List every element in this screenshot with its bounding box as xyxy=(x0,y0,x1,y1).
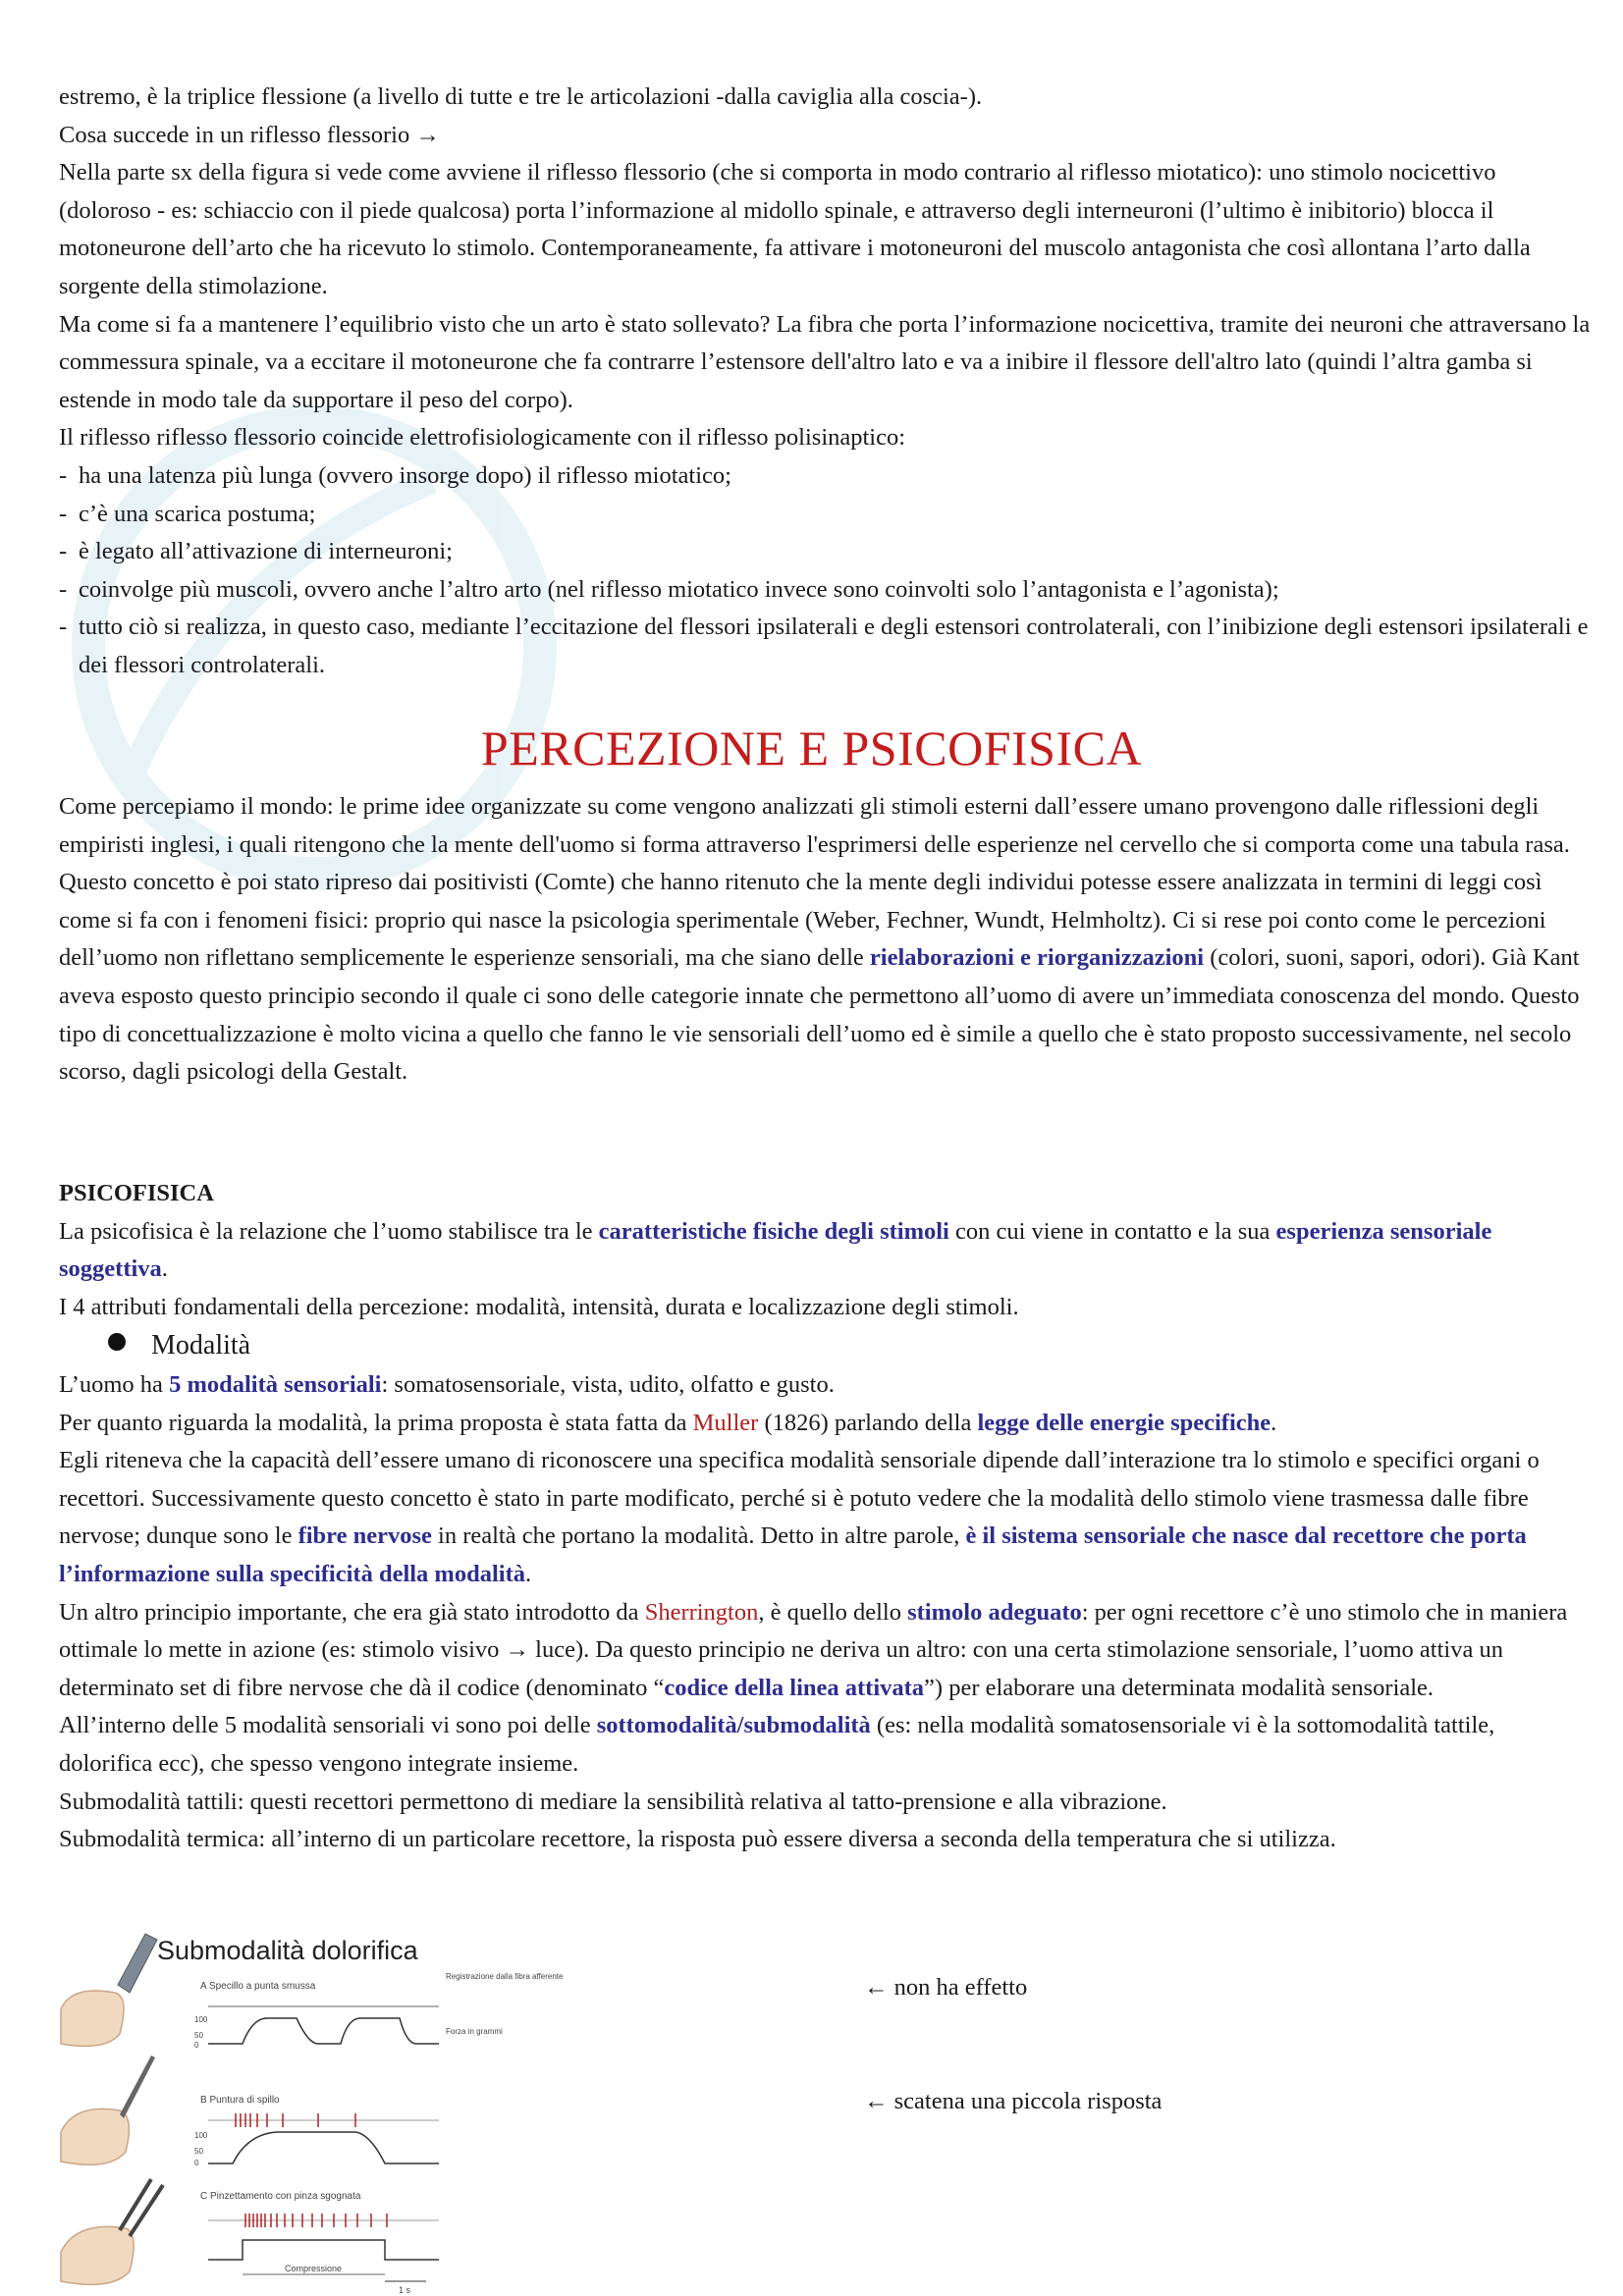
paragraph: La psicofisica è la relazione che l’uomo stabilisce tra le caratteristiche fisiche degli stimoli con cui viene in contatto e la sua esperienza sensoriale soggettiva. xyxy=(59,1217,1492,1283)
list-item: - c’è una scarica postuma; xyxy=(59,500,316,527)
svg-text:0: 0 xyxy=(194,2159,199,2167)
modalita-text xyxy=(59,1366,1591,1859)
finger-icon xyxy=(61,2226,134,2284)
figure-note: ← non ha effetto xyxy=(864,1974,1028,2001)
paragraph: Submodalità tattili: questi recettori permettono di mediare la sensibilità relativa al tatto-prensione e alla vibrazione. xyxy=(59,1788,1167,1815)
paragraph: Submodalità termica: all’interno di un particolare recettore, la risposta può essere diversa a seconda della temperatura che si utilizza. xyxy=(59,1826,1336,1853)
force-label: Forza in grammi xyxy=(446,2027,503,2036)
list-item: - coinvolge più muscoli, ovvero anche l’altro arto (nel riflesso miotatico invece sono coinvolti solo l’antagonista e l’agonista); xyxy=(59,575,1279,603)
panel-a-label: A Specillo a punta smussa xyxy=(200,1981,316,1992)
submodality-figure xyxy=(61,1936,564,2296)
paragraph: Cosa succede in un riflesso flessorio → xyxy=(59,121,440,148)
dash-list xyxy=(59,457,1591,685)
list-item: - è legato all’attivazione di interneuroni; xyxy=(59,538,453,565)
compression-label: Compressione xyxy=(285,2264,343,2273)
figure-diagram xyxy=(61,1936,564,2296)
intro-text xyxy=(59,788,1591,1092)
forceps-icon xyxy=(120,2179,163,2236)
force-trace xyxy=(208,2240,439,2260)
bullet-item: Modalità xyxy=(108,1326,250,1365)
upper-text xyxy=(59,79,1591,685)
force-trace xyxy=(208,2132,439,2163)
pin-icon xyxy=(120,2056,155,2118)
paragraph: estremo, è la triplice flessione (a livello di tutte e tre le articolazioni -dalla caviglia alla coscia-). xyxy=(59,83,983,110)
tick-label: 0 xyxy=(194,2041,199,2050)
time-scale-label: 1 s xyxy=(399,2285,411,2295)
paragraph: L’uomo ha 5 modalità sensoriali: somatosensoriale, vista, udito, olfatto e gusto. xyxy=(59,1371,835,1398)
section-title: PERCEZIONE E PSICOFISICA xyxy=(480,721,1143,775)
bullet-icon xyxy=(108,1333,126,1351)
paragraph: Un altro principio importante, che era già stato introdotto da Sherrington, è quello dello stimolo adeguato: per ogni recettore c’è uno stimolo che in maniera ottimale lo mette in azione (es: stimolo visivo → luce). Da questo principio ne deriva un altro: con una certa stimolazione sensoriale, l’uomo attiva un determinato set di fibre nervose che dà il codice (denominato “codice della linea attivata”) per elaborare una determinata modalità sensoriale. xyxy=(59,1598,1568,1701)
paragraph: Nella parte sx della figura si vede come avviene il riflesso flessorio (che si comporta in modo contrario al riflesso miotatico): uno stimolo nocicettivo (doloroso - es: schiaccio con il piede qualcosa) porta l’informazione al midollo spinale, e attraverso degli interneuroni (l’ultimo è inibitorio) blocca il motoneurone dell’arto che ha ricevuto lo stimolo. Contemporaneamente, fa attivare i motoneuroni del muscolo antagonista che così allontana l’arto dalla sorgente della stimolazione. xyxy=(59,159,1531,299)
svg-text:100: 100 xyxy=(194,2131,208,2140)
subheading: PSICOFISICA xyxy=(59,1180,214,1206)
panel-b-label: B Puntura di spillo xyxy=(200,2095,280,2106)
finger-icon xyxy=(61,1991,124,2046)
figure-title: Submodalità dolorifica xyxy=(157,1936,418,1965)
force-trace xyxy=(208,2018,439,2044)
list-item: - ha una latenza più lunga (ovvero insorge dopo) il riflesso miotatico; xyxy=(59,461,731,489)
paragraph: I 4 attributi fondamentali della percezione: modalità, intensità, durata e localizzazione degli stimoli. xyxy=(59,1293,1019,1320)
panel-c-label: C Pinzettamento con pinza sgognata xyxy=(200,2191,361,2202)
psicofisica-text xyxy=(59,1175,1591,1326)
figure-note: ← scatena una piccola risposta xyxy=(864,2088,1163,2114)
paragraph: Il riflesso riflesso flessorio coincide elettrofisiologicamente con il riflesso polisinaptico: xyxy=(59,424,906,452)
registration-label: Registrazione dalla fibra afferente xyxy=(446,1972,564,1981)
tick-label: 50 xyxy=(194,2031,203,2040)
paragraph: Per quanto riguarda la modalità, la prima proposta è stata fatta da Muller (1826) parlando della legge delle energie specifiche. xyxy=(59,1409,1277,1436)
tick-label: 100 xyxy=(194,2015,208,2024)
svg-text:50: 50 xyxy=(194,2147,203,2156)
paragraph: Ma come si fa a mantenere l’equilibrio visto che un arto è stato sollevato? La fibra che porta l’informazione nocicettiva, tramite dei neuroni che attraversano la commessura spinale, va a eccitare il motoneurone che fa contrarre l’estensore dell'altro lato e va a inibire il flessore dell'altro lato (quindi l’altra gamba si estende in modo tale da supportare il peso del corpo). xyxy=(59,310,1591,413)
paragraph: Egli riteneva che la capacità dell’essere umano di riconoscere una specifica modalità sensoriale dipende dall’interazione tra lo stimolo e specifici organi o recettori. Successivamente questo concetto è stato in parte modificato, perché si è potuto vedere che la modalità dello stimolo viene trasmessa dalle fibre nervose; dunque sono le fibre nervose in realtà che portano la modalità. Detto in altre parole, è il sistema sensoriale che nasce dal recettore che porta l’informazione sulla specificità della modalità. xyxy=(59,1447,1540,1587)
paragraph: Come percepiamo il mondo: le prime idee organizzate su come vengono analizzati gli stimoli esterni dall’essere umano provengono dalle riflessioni degli empiristi inglesi, i quali ritengono che la mente dell'uomo si forma attraverso l'esprimersi delle esperienze nel cervello che si comporta come una tabula rasa. Questo concetto è poi stato ripreso dai positivisti (Comte) che hanno ritenuto che la mente degli individui potesse essere analizzata in termini di leggi così come si fa con i fenomeni fisici: proprio qui nasce la psicologia sperimentale (Weber, Fechner, Wundt, Helmholtz). Ci si rese poi conto come le percezioni dell’uomo non riflettano semplicemente le esperienze sensoriali, ma che siano delle rielaborazioni e riorganizzazioni (colori, suoni, sapori, odori). Già Kant aveva esposto questo principio secondo il quale ci sono delle categorie innate che permettono all’uomo di avere un’immediata conoscenza del mondo. Questo tipo di concettualizzazione è molto vicina a quello che fanno le vie sensoriali dell’uomo ed è simile a quello che è stato proposto successivamente, nel secolo scorso, dagli psicologi della Gestalt. xyxy=(59,793,1580,1086)
list-item: - tutto ciò si realizza, in questo caso, mediante l’eccitazione del flessori ipsilaterali e degli estensori controlaterali, con l’inibizione degli estensori ipsilaterali e dei flessori controlaterali. xyxy=(59,614,1589,678)
finger-icon xyxy=(61,2109,129,2164)
paragraph: All’interno delle 5 modalità sensoriali vi sono poi delle sottomodalità/submodalità (es: nella modalità somatosensoriale vi è la sottomodalità tattile, dolorifica ecc), che spesso vengono integrate insieme. xyxy=(59,1712,1495,1777)
probe-icon xyxy=(118,1934,157,1993)
